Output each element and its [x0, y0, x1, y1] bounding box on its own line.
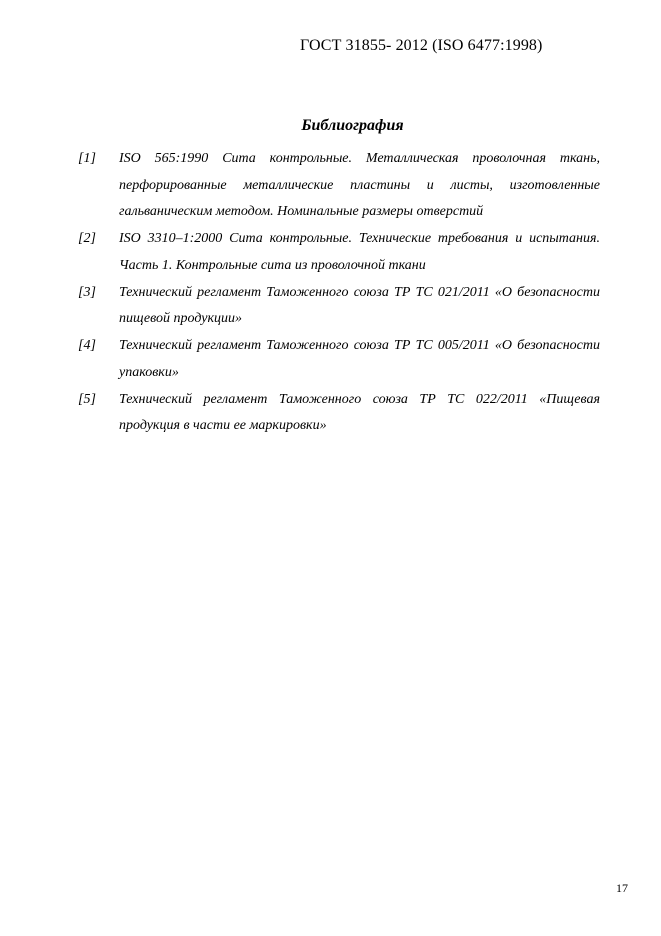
page-number: 17: [616, 881, 628, 895]
entry-text: ISO 3310–1:2000 Сита контрольные. Технические требования и испытания. Часть 1. Контрольные сита из проволочной ткани: [119, 231, 600, 273]
bibliography-list: [78, 146, 600, 440]
entry-number: [2]: [78, 231, 96, 246]
entry-text: ISO 565:1990 Сита контрольные. Металлическая проволочная ткань, перфорированные металлические пластины и листы, изготовленные гальваническим методом. Номинальные размеры отверстий: [119, 151, 600, 219]
bibliography-title: Библиография: [301, 117, 404, 134]
entry-number: [5]: [78, 391, 96, 407]
bibliography-entry: [78, 226, 600, 279]
bibliography-entry: [78, 280, 600, 333]
bibliography-entry: [78, 146, 600, 226]
entry-text: Технический регламент Таможенного союза ТР ТС 021/2011 «О безопасности пищевой продукции»: [119, 284, 600, 326]
entry-number: [4]: [78, 338, 96, 353]
entry-number: [1]: [78, 151, 96, 166]
bibliography-entry: [78, 387, 600, 440]
entry-text: Технический регламент Таможенного союза ТР ТС 022/2011 «Пищевая продукция в части ее маркировки»: [119, 391, 600, 433]
entry-text: Технический регламент Таможенного союза ТР ТС 005/2011 «О безопасности упаковки»: [119, 338, 600, 380]
bibliography-entry: [78, 333, 600, 386]
entry-number: [3]: [78, 284, 96, 300]
document-code-header: ГОСТ 31855- 2012 (ISO 6477:1998): [300, 37, 543, 54]
